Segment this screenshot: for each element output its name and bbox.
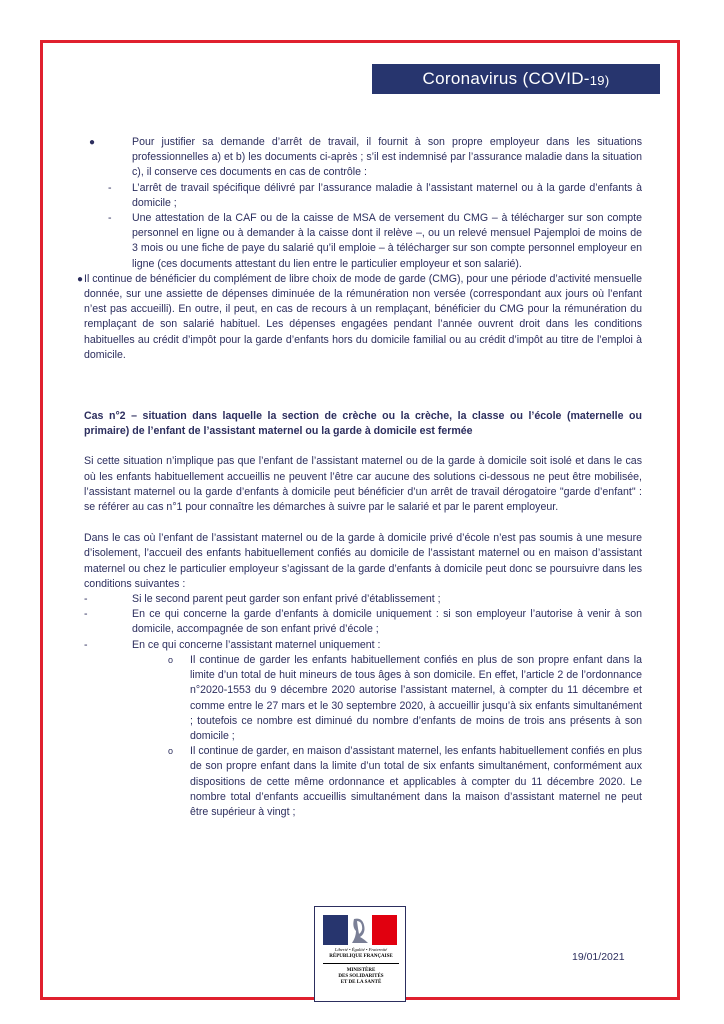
sub-list [84, 653, 642, 820]
section-heading: Cas n°2 – situation dans laquelle la section de crèche ou la crèche, la classe ou l’école (maternelle ou primaire) de l’enfant de l’assistant maternel ou la garde à domicile est fermée [84, 410, 642, 438]
sub-item [168, 744, 642, 820]
bullet-text: Pour justifier sa demande d’arrêt de travail, il fournit à son propre employeur dans les situations professionnelles a) et b) les documents ci-après ; s’il est indemnisé par l’assurance maladie dans la situation c), il conserve ces documents en cas de contrôle : [132, 136, 642, 179]
dash-text: Une attestation de la CAF ou de la caisse de MSA de versement du CMG – à télécharger sur son compte personnel en ligne ou à demander à la caisse dont il relève –, ou un relevé mensuel Pajemploi de moins de 3 mois ou une fiche de paye du salarié qu’il emploie – à télécharger sur son compte personnel employeur en ligne (ces documents attestant du lien entre le particulier employeur et son salarié). [132, 212, 642, 270]
dash-item [84, 181, 642, 211]
logo-ministry-line: MINISTÈRE [346, 968, 376, 973]
bullet-text: Il continue de bénéficier du complément de libre choix de mode de garde (CMG), pour une période d’activité mensuelle donnée, sur une assiette de dépenses diminuée de la rémunération non versée (correspondant aux jours où l’enfant n’est pas accueilli). En outre, il peut, en cas de recours à un remplaçant, bénéficier du CMG pour la rémunération du remplaçant de son salarié habituel. Les dépenses engagées pendant l’année ouvrent droit dans les conditions habituelles au crédit d’impôt pour la garde d’enfants hors du domicile familial ou au crédit d’impôt au titre de l’emploi à domicile. [84, 272, 642, 361]
circle-bullet-icon: o [168, 654, 174, 665]
marianne-flag-icon [323, 915, 397, 945]
circle-bullet-icon: o [168, 746, 174, 757]
bullet-item-cmg [77, 272, 642, 363]
logo-republic: RÉPUBLIQUE FRANÇAISE [329, 954, 393, 959]
dash-list [108, 181, 642, 272]
dash-item [60, 607, 642, 637]
dash-icon: - [84, 638, 88, 651]
dash-item [60, 638, 642, 653]
dash-icon: - [84, 608, 88, 621]
dash-item [84, 211, 642, 272]
paragraph: Dans le cas où l’enfant de l’assistant maternel ou de la garde à domicile privé d’école n’est pas soumis à une mesure d’isolement, l’accueil des enfants habituellement confiés au domicile de l’assistant maternel ou en maison d’assistant maternel ou chez le particulier employeur s’agissant de la garde d’enfants à domicile peut donc se poursuivre dans les conditions suivantes : [84, 532, 642, 590]
bullet-list [77, 135, 642, 363]
header-title-suffix: 19) [589, 72, 610, 88]
logo-ministry-line: DES SOLIDARITÉS [338, 974, 384, 979]
paragraph: Si cette situation n’implique pas que l’enfant de l’assistant maternel ou de la garde à domicile soit isolé et dans le cas où les enfants habituellement accueillis ne peuvent l’être car aucune des solutions ci-dessous ne peut être mobilisée, l’assistant maternel ou la garde d’enfants à domicile peut bénéficier d’un arrêt de travail dérogatoire "garde d’enfant" : se référer au cas n°1 pour connaître les démarches à suivre par le salarié et par le parent employeur. [84, 455, 642, 514]
logo-motto: Liberté • Égalité • Fraternité [334, 947, 388, 952]
bullet-item-justification [84, 135, 642, 272]
sub-text: Il continue de garder les enfants habituellement confiés en plus de son propre enfant dans la limite d’un total de huit mineurs de tous âges à son domicile. En effet, l’article 2 de l’ordonnance n°2020-1553 du 9 décembre 2020 autorise l’assistant maternel, à compter du 11 décembre et comme entre le 27 mars et le 30 septembre 2020, à accueillir jusqu’à six enfants simultanément ; toutefois ce nombre est diminué du nombre d’enfants de moins de trois ans présents à son domicile ; [190, 653, 642, 742]
header-banner [372, 64, 660, 94]
dash-icon: - [84, 593, 88, 606]
dash-icon: - [108, 181, 112, 194]
bullet-icon: ● [89, 137, 96, 148]
sub-text: Il continue de garder, en maison d’assistant maternel, les enfants habituellement confiés en plus de son propre enfant dans la limite d’un total de six enfants simultanément, conformément aux dispositions de cette même ordonnance et applicables à compter du 11 décembre 2020. Le nombre total d’enfants accueillis simultanément dans la maison d’assistant maternel ne peut être supérieur à vingt ; [190, 745, 642, 818]
logo-ministry-line: ET DE LA SANTÉ [340, 980, 382, 985]
dash-text: En ce qui concerne l’assistant maternel uniquement : [132, 638, 381, 651]
dash-text: Si le second parent peut garder son enfant privé d’établissement ; [132, 593, 441, 606]
dash-text: En ce qui concerne la garde d’enfants à domicile uniquement : si son employeur l’autorise à venir à son domicile, accompagnée de son enfant privé d’école ; [132, 608, 642, 636]
document-date: 19/01/2021 [572, 951, 625, 963]
sub-item [168, 653, 642, 744]
dash-item [60, 592, 642, 607]
document-body [77, 135, 642, 820]
dash-icon: - [108, 212, 112, 225]
header-title: Coronavirus (COVID- [422, 69, 590, 88]
dash-text: L’arrêt de travail spécifique délivré par l’assurance maladie à l’assistant maternel ou à la garde d’enfants à domicile ; [132, 181, 642, 209]
bullet-icon: ● [77, 273, 84, 285]
conditions-list [60, 592, 642, 653]
ministry-logo [314, 906, 406, 1002]
logo-ministry [319, 968, 403, 986]
